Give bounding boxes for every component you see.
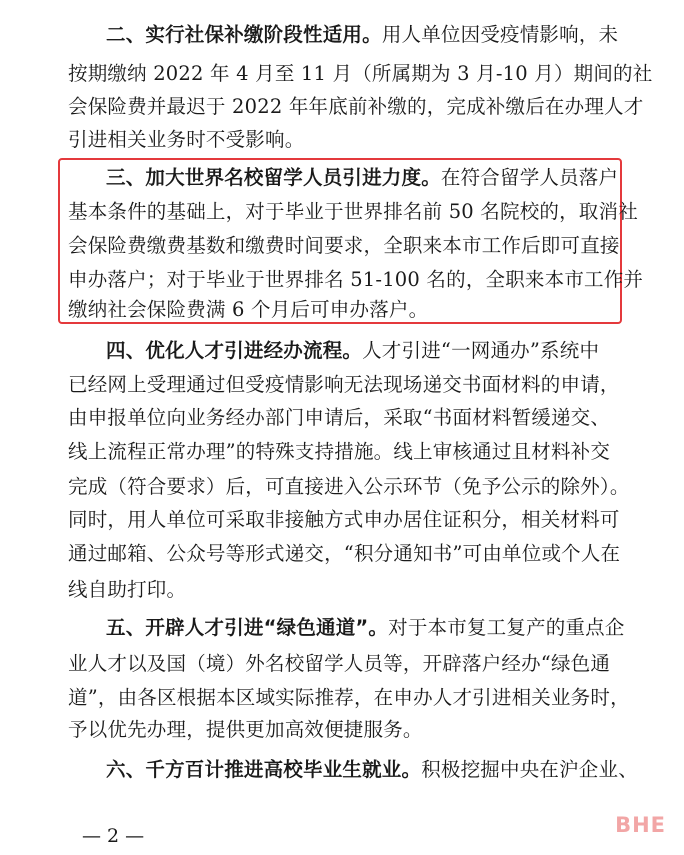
paragraph-3-line-1 (106, 166, 618, 190)
page-number: — 2 — (82, 825, 145, 847)
paragraph-2-heading: 二、实行社保补缴阶段性适用。 (106, 23, 382, 46)
paragraph-4-heading: 四、优化人才引进经办流程。 (106, 339, 363, 362)
paragraph-5-line-1 (106, 616, 625, 640)
paragraph-5-line-4: 予以优先办理，提供更加高效便捷服务。 (68, 718, 423, 741)
paragraph-4-line-5: 完成（符合要求）后，可直接进入公示环节（免予公示的除外）。 (68, 475, 630, 498)
paragraph-5-line-2: 业人才以及国（境）外名校留学人员等，开辟落户经办“绿色通 (68, 652, 611, 675)
paragraph-4-line-6: 同时，用人单位可采取非接触方式申办居住证积分，相关材料可 (68, 508, 620, 531)
paragraph-3-line-5: 缴纳社会保险费满 6 个月后可申办落户。 (68, 298, 429, 321)
paragraph-3-line-3: 会保险费缴费基数和缴费时间要求，全职来本市工作后即可直接 (68, 234, 620, 257)
paragraph-3-heading: 三、加大世界名校留学人员引进力度。 (106, 166, 441, 189)
paragraph-4-line-2: 已经网上受理通过但受疫情影响无法现场递交书面材料的申请， (68, 373, 620, 396)
paragraph-3-line-4: 申办落户；对于毕业于世界排名 51-100 名的，全职来本市工作并 (68, 268, 644, 291)
paragraph-4-line-4: 线上流程正常办理”的特殊支持措施。线上审核通过且材料补交 (68, 440, 611, 463)
paragraph-2-line-1 (106, 23, 618, 47)
paragraph-2-line-4: 引进相关业务时不受影响。 (68, 128, 305, 151)
paragraph-2-text: 用人单位因受疫情影响，未 (381, 23, 619, 46)
paragraph-6-line-1 (106, 758, 638, 782)
paragraph-5-line-3: 道”，由各区根据本区域实际推荐，在申办人才引进相关业务时， (68, 686, 630, 709)
paragraph-5-text: 对于本市复工复产的重点企 (388, 616, 625, 639)
paragraph-6-heading: 六、千方百计推进高校毕业生就业。 (106, 758, 422, 781)
watermark-logo: BHE (615, 813, 666, 837)
paragraph-4-line-8: 线自助打印。 (68, 578, 187, 601)
paragraph-2-line-2: 按期缴纳 2022 年 4 月至 11 月（所属期为 3 月-10 月）期间的社 (68, 62, 653, 85)
paragraph-5-heading: 五、开辟人才引进“绿色通道”。 (106, 616, 389, 639)
paragraph-6-text: 积极挖掘中央在沪企业、 (421, 758, 638, 781)
paragraph-4-line-1 (106, 339, 599, 363)
paragraph-4-line-7: 通过邮箱、公众号等形式递交，“积分通知书”可由单位或个人在 (68, 542, 621, 565)
paragraph-4-line-3: 由申报单位向业务经办部门申请后，采取“书面材料暂缓递交、 (68, 406, 611, 429)
paragraph-4-text: 人才引进“一网通办”系统中 (362, 339, 600, 362)
paragraph-3-line-2: 基本条件的基础上，对于毕业于世界排名前 50 名院校的，取消社 (68, 200, 638, 223)
paragraph-2-line-3: 会保险费并最迟于 2022 年年底前补缴的，完成补缴后在办理人才 (68, 95, 644, 118)
paragraph-3-text: 在符合留学人员落户 (440, 166, 619, 189)
